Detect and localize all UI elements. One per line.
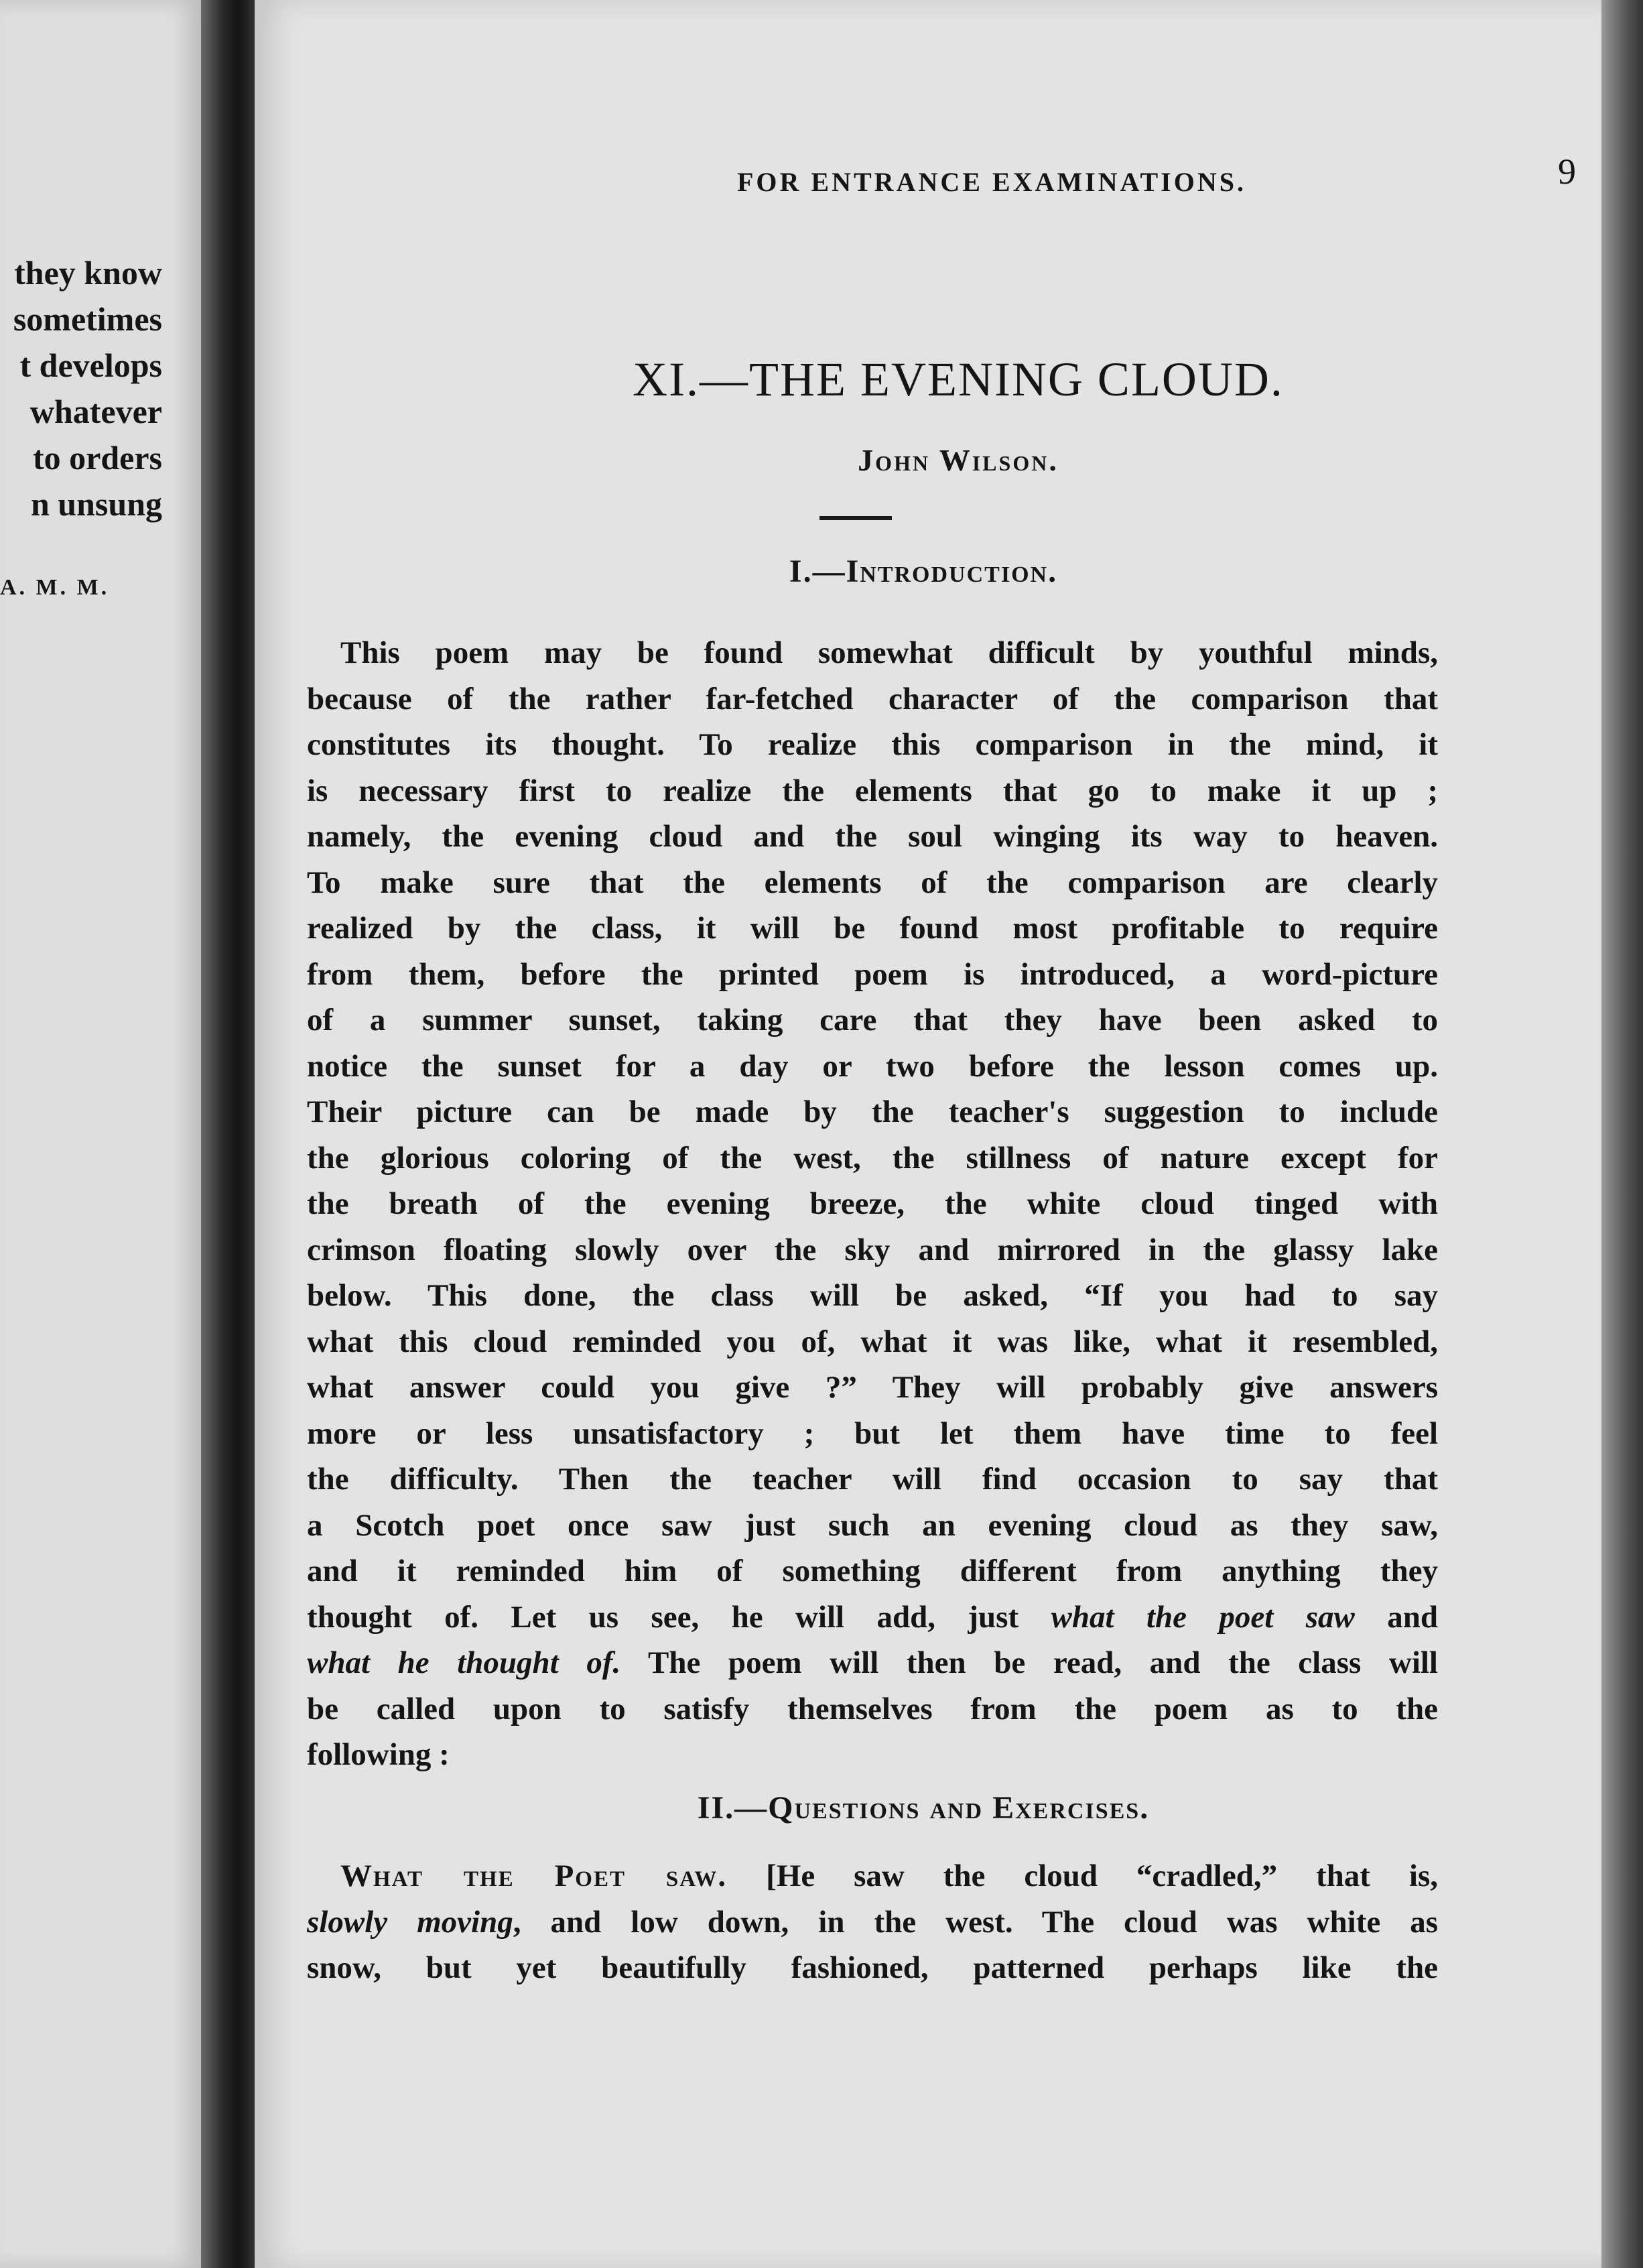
text-line: Their picture can be made by the teacher's suggestion to include	[307, 1094, 1438, 1129]
text-line: snow, but yet beautifully fashioned, patterned perhaps like the	[307, 1950, 1438, 1985]
left-page-line: sometimes	[13, 300, 162, 338]
book-gutter	[201, 0, 255, 2268]
section-heading-questions: II.—Questions and Exercises.	[697, 1790, 1150, 1826]
text-segment: thought of. Let us see, he will add, just	[307, 1599, 1051, 1635]
text-line: what this cloud reminded you of, what it was like, what it resembled,	[307, 1324, 1438, 1359]
emphasis-text: what he thought of.	[307, 1645, 621, 1680]
emphasis-text: what the poet saw	[1051, 1599, 1355, 1635]
text-line	[307, 1594, 1438, 1641]
section-heading-introduction: I.—Introduction.	[789, 554, 1058, 589]
text-line: To make sure that the elements of the comparison are clearly	[307, 865, 1438, 900]
text-line	[307, 1640, 1438, 1686]
text-segment: The poem will then be read, and the class will	[620, 1645, 1438, 1680]
text-line: and it reminded him of something different from anything they	[307, 1554, 1438, 1588]
adjacent-page	[0, 0, 201, 2268]
left-page-signature: A. M. M.	[0, 575, 110, 600]
chapter-title: XI.—THE EVENING CLOUD.	[633, 353, 1284, 406]
page-edge-shadow	[1601, 0, 1643, 2268]
emphasis-text: slowly moving	[307, 1904, 513, 1940]
main-page	[255, 0, 1601, 2268]
text-line: the breath of the evening breeze, the white cloud tinged with	[307, 1186, 1438, 1221]
text-line: because of the rather far-fetched character of the comparison that	[307, 681, 1438, 716]
text-line	[307, 1899, 1438, 1946]
introduction-paragraph	[307, 630, 1438, 1778]
author-name: John Wilson.	[858, 443, 1059, 477]
text-line: more or less unsatisfactory ; but let them have time to feel	[307, 1415, 1438, 1451]
title-rule	[819, 516, 892, 520]
text-segment: [He saw the cloud “cradled,” that is,	[727, 1858, 1438, 1893]
text-line: below. This done, the class will be asked, “If you had to say	[307, 1278, 1438, 1313]
text-line: namely, the evening cloud and the soul winging its way to heaven.	[307, 819, 1438, 854]
lead-in-heading: What the Poet saw.	[340, 1858, 728, 1893]
left-page-line: t develops	[19, 346, 162, 384]
text-line: a Scotch poet once saw just such an evening cloud as they saw,	[307, 1507, 1438, 1543]
text-line: of a summer sunset, taking care that they have been asked to	[307, 1003, 1438, 1037]
text-line: be called upon to satisfy themselves from the poem as to the	[307, 1691, 1438, 1726]
questions-paragraph	[307, 1853, 1438, 1991]
running-head: FOR ENTRANCE EXAMINATIONS.	[737, 167, 1246, 197]
left-page-line: they know	[14, 254, 162, 292]
text-line: following :	[307, 1737, 450, 1772]
text-line: what answer could you give ?” They will probably give answers	[307, 1370, 1438, 1405]
text-line: is necessary first to realize the elements that go to make it up ;	[307, 773, 1438, 808]
text-line: the difficulty. Then the teacher will find occasion to say that	[307, 1462, 1438, 1497]
text-line: crimson floating slowly over the sky and mirrored in the glassy lake	[307, 1232, 1438, 1267]
text-line: the glorious coloring of the west, the stillness of nature except for	[307, 1140, 1438, 1176]
text-line	[307, 1853, 1438, 1899]
text-segment: and	[1354, 1599, 1438, 1635]
left-page-line: n unsung	[31, 485, 162, 523]
left-page-line: to orders	[33, 439, 162, 477]
page-number: 9	[1558, 151, 1576, 192]
left-page-line: whatever	[29, 393, 162, 430]
text-line: This poem may be found somewhat difficult by youthful minds,	[340, 635, 1438, 670]
text-line: notice the sunset for a day or two before the lesson comes up.	[307, 1048, 1438, 1084]
text-line: from them, before the printed poem is introduced, a word-picture	[307, 956, 1438, 992]
text-line: realized by the class, it will be found most profitable to require	[307, 911, 1438, 946]
text-segment: , and low down, in the west. The cloud was white as	[513, 1904, 1439, 1940]
text-line: constitutes its thought. To realize this comparison in the mind, it	[307, 727, 1438, 762]
